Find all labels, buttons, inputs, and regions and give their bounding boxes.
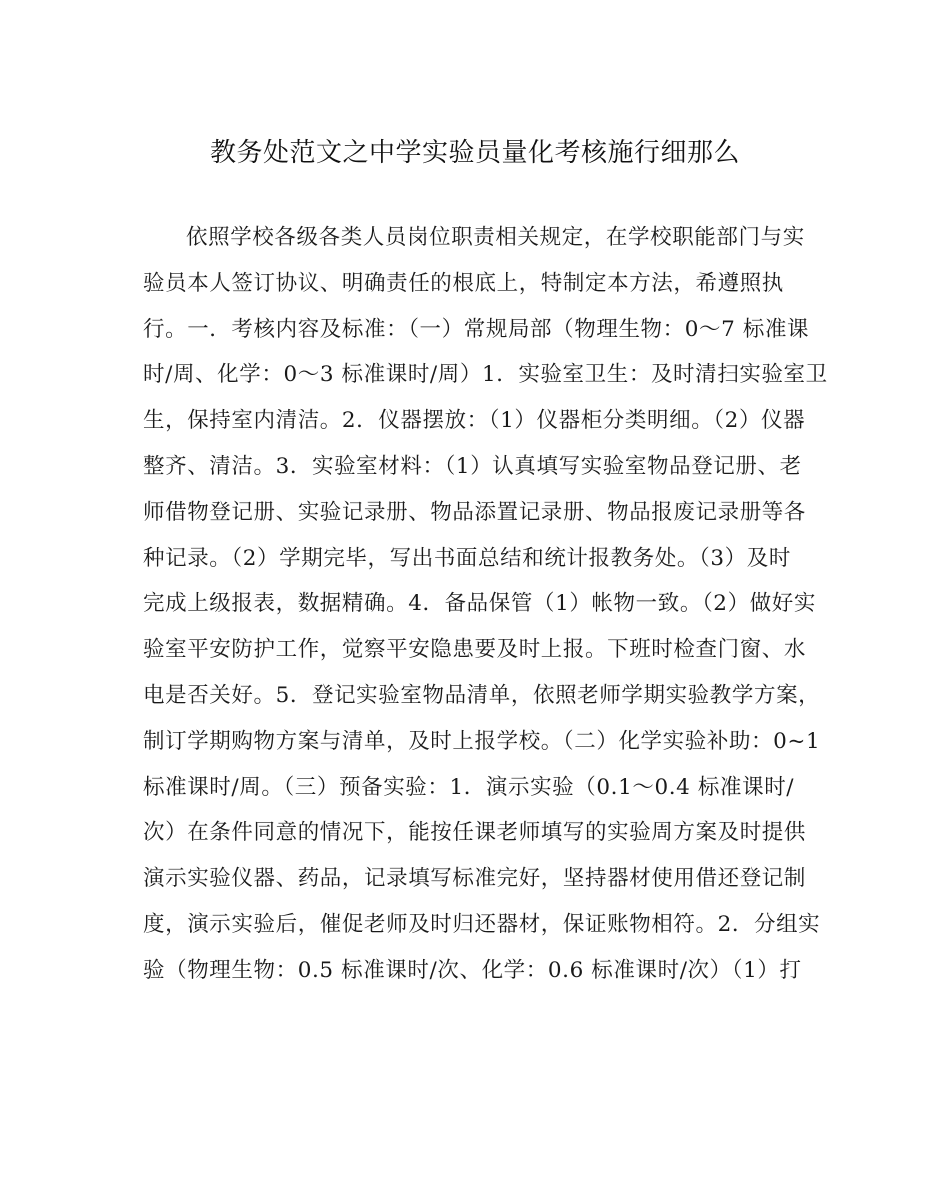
paragraph-line: 整齐、清洁。3．实验室材料：（1）认真填写实验室物品登记册、老 (143, 453, 802, 479)
paragraph-line: 完成上级报表，数据精确。4．备品保管（1）帐物一致。（2）做好实 (143, 591, 816, 617)
paragraph-line: 演示实验仪器、药品，记录填写标准完好，坚持器材使用借还登记制 (143, 866, 807, 892)
paragraph-line: 验（物理生物：0.5 标准课时/次、化学：0.6 标准课时/次）（1）打 (143, 957, 802, 983)
document-title: 教务处范文之中学实验员量化考核施行细那么 (209, 138, 740, 168)
paragraph-line: 行。一．考核内容及标准：（一）常规局部（物理生物：0～7 标准课 (143, 316, 810, 342)
paragraph-line: 验室平安防护工作，觉察平安隐患要及时上报。下班时检查门窗、水 (143, 637, 807, 663)
paragraph-line: 时/周、化学：0～3 标准课时/周）1．实验室卫生：及时清扫实验室卫 (143, 362, 828, 388)
paragraph-line: 种记录。（2）学期完毕，写出书面总结和统计报教务处。（3）及时 (143, 545, 791, 571)
paragraph-line: 次）在条件同意的情况下，能按任课老师填写的实验周方案及时提供 (143, 820, 807, 846)
document-body (143, 220, 828, 999)
paragraph-line: 标准课时/周。（三）预备实验：1．演示实验（0.1～0.4 标准课时/ (143, 774, 795, 800)
paragraph-line: 生，保持室内清洁。2．仪器摆放：（1）仪器柜分类明细。（2）仪器 (143, 408, 806, 434)
paragraph-line: 电是否关好。5．登记实验室物品清单，依照老师学期实验教学方案， (143, 682, 821, 708)
paragraph-line: 度，演示实验后，催促老师及时归还器材，保证账物相符。2．分组实 (143, 911, 821, 937)
paragraph-line: 依照学校各级各类人员岗位职责相关规定，在学校职能部门与实 (186, 225, 805, 250)
paragraph-line: 制订学期购物方案与清单，及时上报学校。（二）化学实验补助：0~1 (143, 728, 821, 754)
paragraph-line: 验员本人签订协议、明确责任的根底上，特制定本方法，希遵照执 (143, 270, 784, 296)
paragraph-line: 师借物登记册、实验记录册、物品添置记录册、物品报废记录册等各 (143, 499, 807, 525)
